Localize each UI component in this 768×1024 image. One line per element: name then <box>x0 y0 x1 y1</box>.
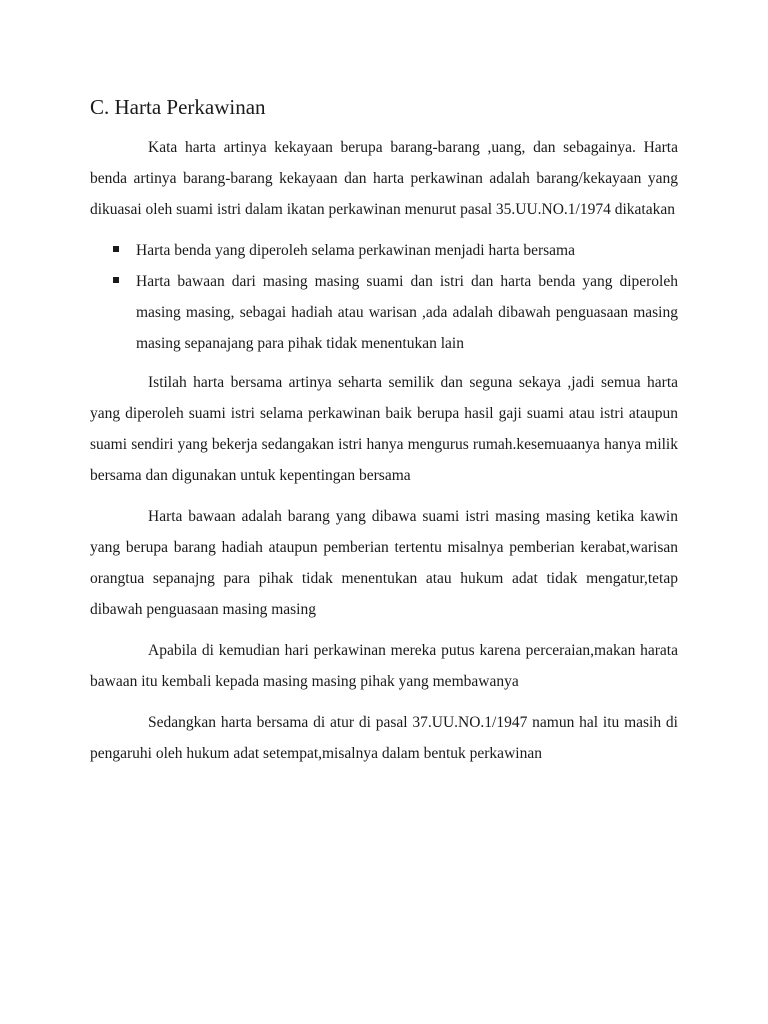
bullet-list <box>90 235 678 359</box>
bullet-item <box>136 266 678 359</box>
paragraph-perceraian: Apabila di kemudian hari perkawinan mereka putus karena perceraian,makan harata bawaan itu kembali kepada masing masing pihak yang membawanya <box>90 642 678 690</box>
paragraph-pasal-37: Sedangkan harta bersama di atur di pasal 37.UU.NO.1/1947 namun hal itu masih di pengaruhi oleh hukum adat setempat,misalnya dalam bentuk perkawinan <box>90 714 678 762</box>
section-heading: C. Harta Perkawinan <box>90 95 266 119</box>
square-bullet-icon <box>113 246 119 252</box>
bullet-text: Harta benda yang diperoleh selama perkawinan menjadi harta bersama <box>136 242 575 259</box>
paragraph-definition: Kata harta artinya kekayaan berupa barang-barang ,uang, dan sebagainya. Harta benda artinya barang-barang kekayaan dan harta perkawinan adalah barang/kekayaan yang dikuasai oleh suami istri dalam ikatan perkawinan menurut pasal 35.UU.NO.1/1974 dikatakan <box>90 139 678 218</box>
bullet-text: Harta bawaan dari masing masing suami dan istri dan harta benda yang diperoleh masing masing, sebagai hadiah atau warisan ,ada adalah dibawah penguasaan masing masing sepanajang para pihak tidak menentukan lain <box>136 273 678 352</box>
bullet-item <box>136 235 678 266</box>
square-bullet-icon <box>113 277 119 283</box>
paragraph-harta-bawaan: Harta bawaan adalah barang yang dibawa suami istri masing masing ketika kawin yang berupa barang hadiah ataupun pemberian tertentu misalnya pemberian kerabat,warisan orangtua sepanajng para pihak tidak menentukan atau hukum adat tidak mengatur,tetap dibawah penguasaan masing masing <box>90 508 678 618</box>
paragraph-harta-bersama: Istilah harta bersama artinya seharta semilik dan seguna sekaya ,jadi semua harta yang diperoleh suami istri selama perkawinan baik berupa hasil gaji suami atau istri ataupun suami sendiri yang bekerja sedangakan istri hanya mengurus rumah.kesemuaanya hanya milik bersama dan digunakan untuk kepentingan bersama <box>90 374 678 484</box>
document-page <box>90 92 678 779</box>
